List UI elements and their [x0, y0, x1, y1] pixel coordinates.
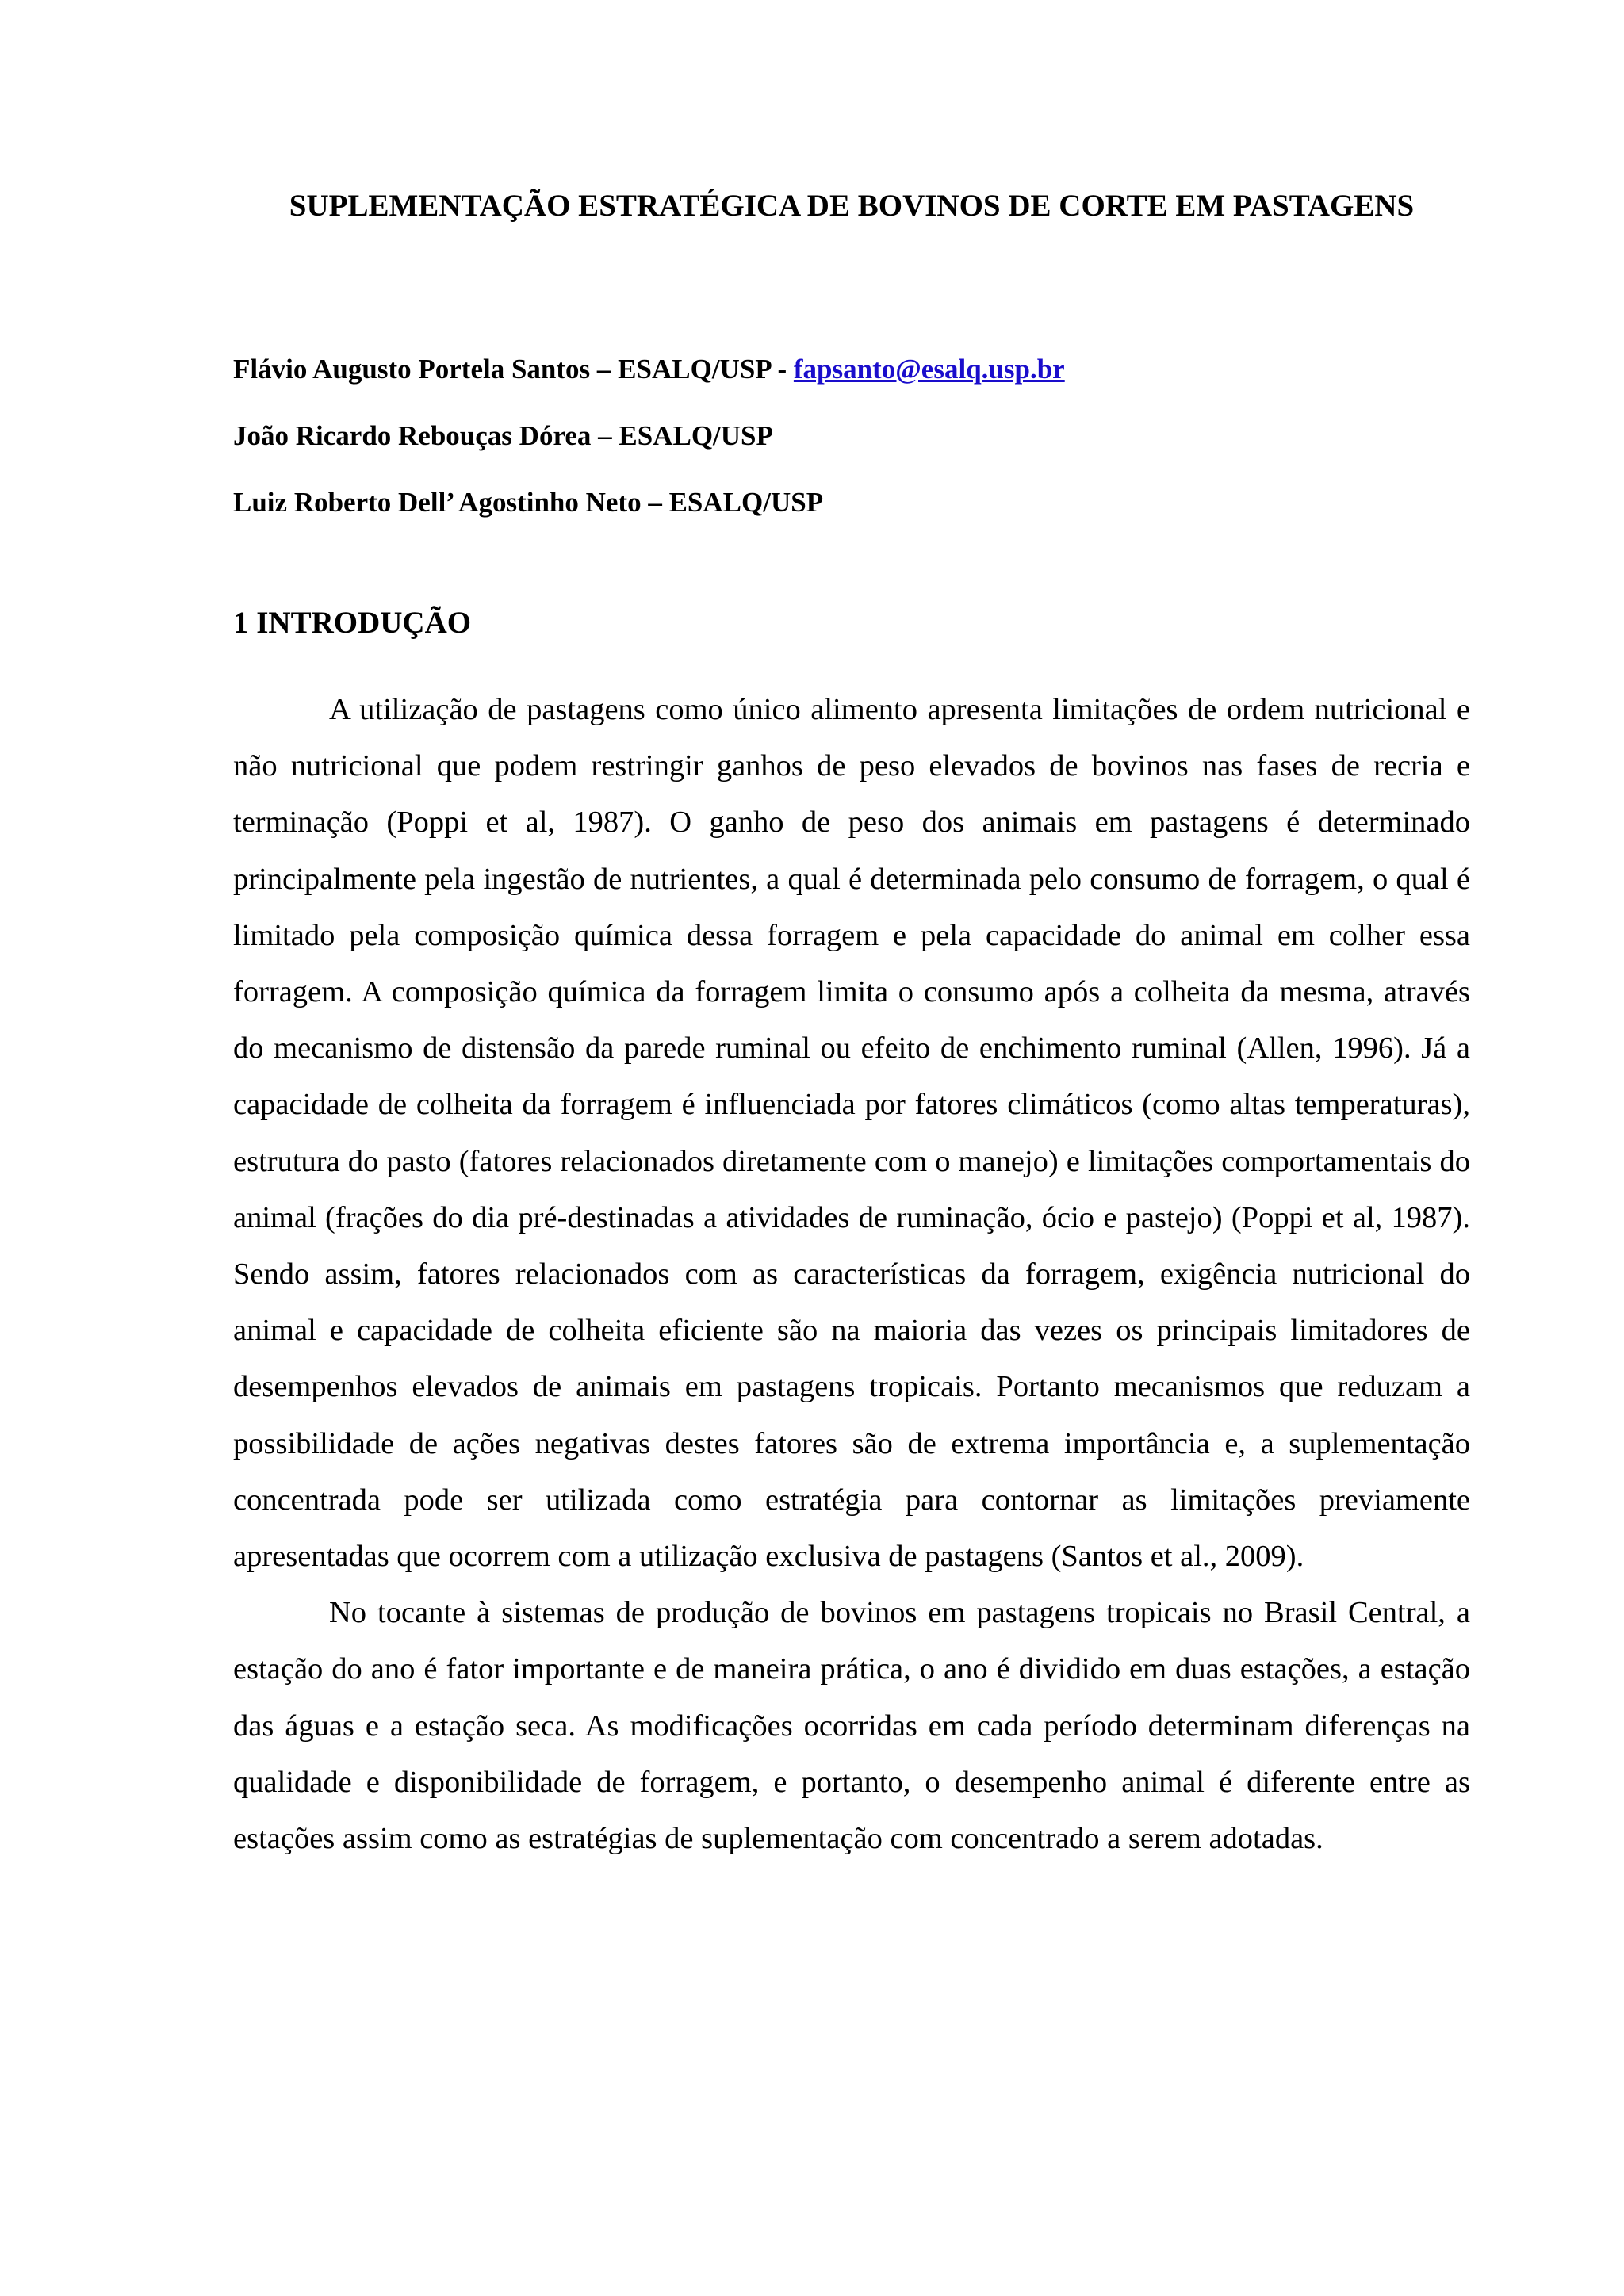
author-line	[233, 336, 1470, 403]
author-list	[233, 336, 1470, 536]
author-name-affiliation: Flávio Augusto Portela Santos – ESALQ/USP -	[233, 354, 794, 385]
document-title: SUPLEMENTAÇÃO ESTRATÉGICA DE BOVINOS DE CORTE EM PASTAGENS	[289, 189, 1415, 223]
author-email-link[interactable]: fapsanto@esalq.usp.br	[793, 354, 1065, 385]
section-heading: 1 INTRODUÇÃO	[233, 606, 472, 640]
section-body	[233, 682, 1470, 1867]
author-line: João Ricardo Rebouças Dórea – ESALQ/USP	[233, 420, 773, 451]
body-paragraph: No tocante à sistemas de produção de bovinos em pastagens tropicais no Brasil Central, a estação do ano é fator importante e de maneira prática, o ano é dividido em duas estações, a estação das águas e a estação seca. As modificações ocorridas em cada período determinam diferenças na qualidade e disponibilidade de forragem, e portanto, o desempenho animal é diferente entre as estações assim como as estratégias de suplementação com concentrado a serem adotadas.	[233, 1596, 1470, 1856]
author-line: Luiz Roberto Dell’ Agostinho Neto – ESALQ/USP	[233, 487, 824, 518]
body-paragraph: A utilização de pastagens como único alimento apresenta limitações de ordem nutricional e não nutricional que podem restringir ganhos de peso elevados de bovinos nas fases de recria e terminação (Poppi et al, 1987). O ganho de peso dos animais em pastagens é determinado principalmente pela ingestão de nutrientes, a qual é determinada pelo consumo de forragem, o qual é limitado pela composição química dessa forragem e pela capacidade do animal em colher essa forragem. A composição química da forragem limita o consumo após a colheita da mesma, através do mecanismo de distensão da parede ruminal ou efeito de enchimento ruminal (Allen, 1996). Já a capacidade de colheita da forragem é influenciada por fatores climáticos (como altas temperaturas), estrutura do pasto (fatores relacionados diretamente com o manejo) e limitações comportamentais do animal (frações do dia pré-destinadas a atividades de ruminação, ócio e pastejo) (Poppi et al, 1987). Sendo assim, fatores relacionados com as características da forragem, exigência nutricional do animal e capacidade de colheita eficiente são na maioria das vezes os principais limitadores de desempenhos elevados de animais em pastagens tropicais. Portanto mecanismos que reduzam a possibilidade de ações negativas destes fatores são de extrema importância e, a suplementação concentrada pode ser utilizada como estratégia para contornar as limitações previamente apresentadas que ocorrem com a utilização exclusiva de pastagens (Santos et al., 2009).	[233, 693, 1470, 1574]
